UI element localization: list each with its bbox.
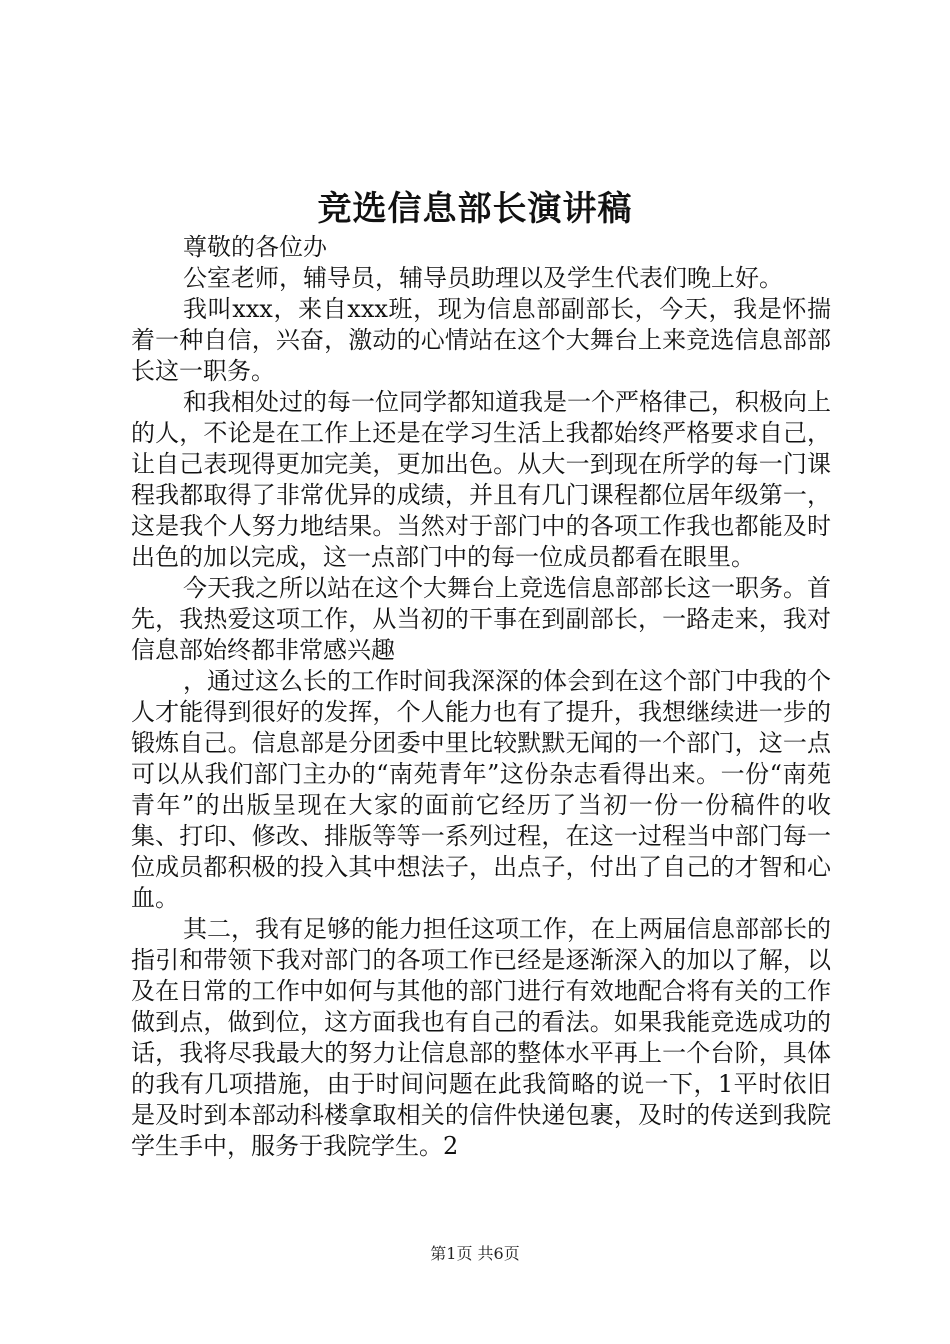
document-title: 竞选信息部长演讲稿 (317, 189, 633, 229)
paragraph-reason-first: 今天我之所以站在这个大舞台上竞选信息部部长这一职务。首先，我热爱这项工作，从当初的干事在到副部长，一路走来，我对信息部始终都非常感兴趣 (131, 574, 831, 664)
paragraph-salutation: 尊敬的各位办 (183, 233, 327, 261)
paragraph-reason-continued: ，通过这么长的工作时间我深深的体会到在这个部门中我的个人才能得到很好的发挥，个人能力也有了提升，我想继续进一步的锻炼自己。信息部是分团委中里比较默默无闻的一个部门，这一点可以从我们部门主办的“南苑青年”这份杂志看得出来。一份“南苑青年”的出版呈现在大家的面前它经历了当初一份一份稿件的收集、打印、修改、排版等等一系列过程，在这一过程当中部门每一位成员都积极的投入其中想法子，出点子，付出了自己的才智和心血。 (131, 667, 831, 912)
paragraph-reason-second: 其二，我有足够的能力担任这项工作，在上两届信息部部长的指引和带领下我对部门的各项工作已经是逐渐深入的加以了解，以及在日常的工作中如何与其他的部门进行有效地配合将有关的工作做到点，做到位，这方面我也有自己的看法。如果我能竞选成功的话，我将尽我最大的努力让信息部的整体水平再上一个台阶，具体的我有几项措施，由于时间问题在此我简略的说一下，1平时依旧是及时到本部动科楼拿取相关的信件快递包裹，及时的传送到我院学生手中，服务于我院学生。2 (131, 915, 831, 1160)
paragraph-self-description: 和我相处过的每一位同学都知道我是一个严格律己，积极向上的人，不论是在工作上还是在学习生活上我都始终严格要求自己，让自己表现得更加完美，更加出色。从大一到现在所学的每一门课程我都取得了非常优异的成绩，并且有几门课程都位居年级第一，这是我个人努力地结果。当然对于部门中的各项工作我也都能及时出色的加以完成，这一点部门中的每一位成员都看在眼里。 (131, 388, 831, 571)
paragraph-introduction: 我叫xxx，来自xxx班，现为信息部副部长，今天，我是怀揣着一种自信，兴奋，激动的心情站在这个大舞台上来竞选信息部部长这一职务。 (131, 295, 831, 385)
paragraph-greeting: 公室老师，辅导员，辅导员助理以及学生代表们晚上好。 (183, 264, 783, 292)
document-body (131, 232, 831, 1162)
page-number-footer: 第1页 共6页 (430, 1244, 520, 1263)
